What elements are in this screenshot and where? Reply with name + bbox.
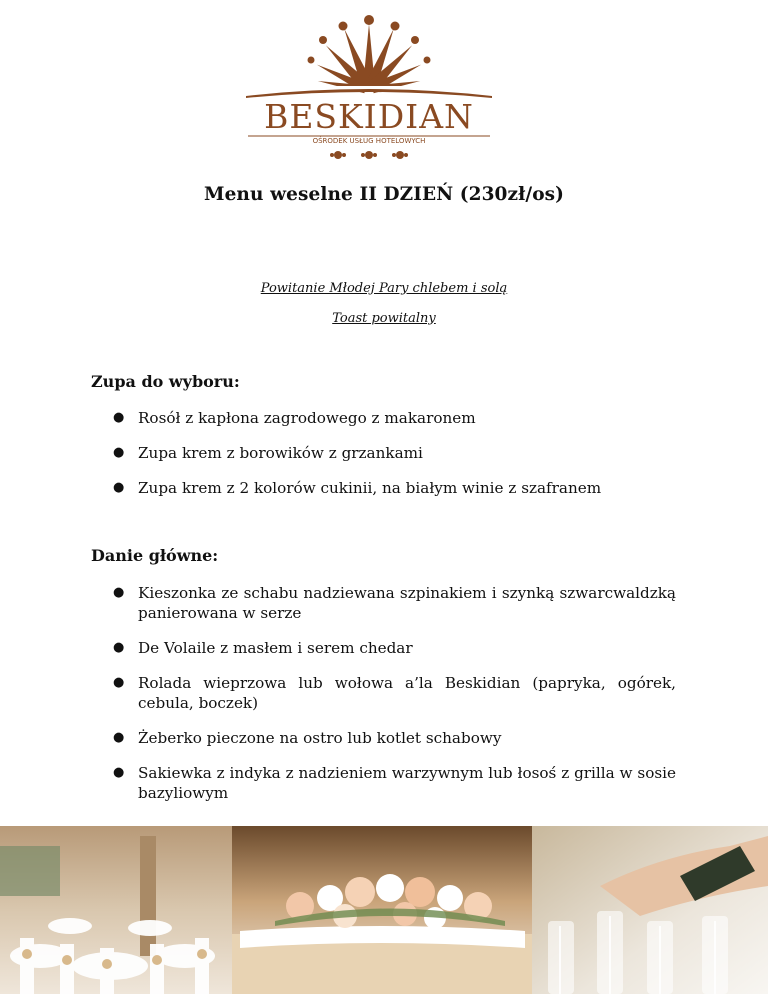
bullet-icon: ●: [113, 730, 125, 745]
list-item: ● Sakiewka z indyka z nadzieniem warzywnym lub łosoś z grilla w sosie bazyliowym: [113, 764, 676, 802]
list-item: ● De Volaile z masłem i serem chedar: [113, 639, 413, 657]
main-course-heading: Danie główne:: [91, 546, 219, 565]
logo-brand-text: BESKIDIAN: [264, 97, 474, 136]
logo-tagline-text: OŚRODEK USŁUG HOTELOWYCH: [312, 137, 426, 145]
welcome-line-toast: Toast powitalny: [332, 311, 436, 326]
wedding-hall-photo: [0, 826, 232, 994]
welcome-line-bread-salt: Powitanie Młodej Pary chlebem i solą: [260, 281, 508, 296]
bullet-icon: ●: [113, 445, 125, 460]
list-item: ● Rolada wieprzowa lub wołowa a’la Beskidian (papryka, ogórek, cebula, boczek): [113, 674, 676, 712]
bullet-icon: ●: [113, 765, 125, 780]
list-item: ● Żeberko pieczone na ostro lub kotlet schabowy: [113, 729, 502, 747]
list-item: ● Rosół z kapłona zagrodowego z makaronem: [113, 409, 476, 427]
list-item: ● Zupa krem z 2 kolorów cukinii, na białym winie z szafranem: [113, 479, 602, 497]
main-course-list: [110, 583, 676, 818]
photo-collage: [0, 826, 768, 994]
list-item: ● Kieszonka ze schabu nadziewana szpinakiem i szynką szwarcwaldzką panierowana w serze: [113, 584, 676, 622]
bullet-icon: ●: [113, 640, 125, 655]
menu-title: Menu weselne II DZIEŃ (230zł/os): [203, 184, 565, 205]
champagne-photo: [532, 826, 768, 994]
soup-heading: Zupa do wyboru:: [91, 372, 240, 391]
bullet-icon: ●: [113, 480, 125, 495]
floral-table-photo: [232, 826, 532, 994]
bullet-icon: ●: [113, 675, 125, 690]
bullet-icon: ●: [113, 585, 125, 600]
beskidian-logo: [238, 12, 500, 162]
list-item: ● Zupa krem z borowików z grzankami: [113, 444, 423, 462]
soup-list: [110, 408, 676, 513]
bullet-icon: ●: [113, 410, 125, 425]
